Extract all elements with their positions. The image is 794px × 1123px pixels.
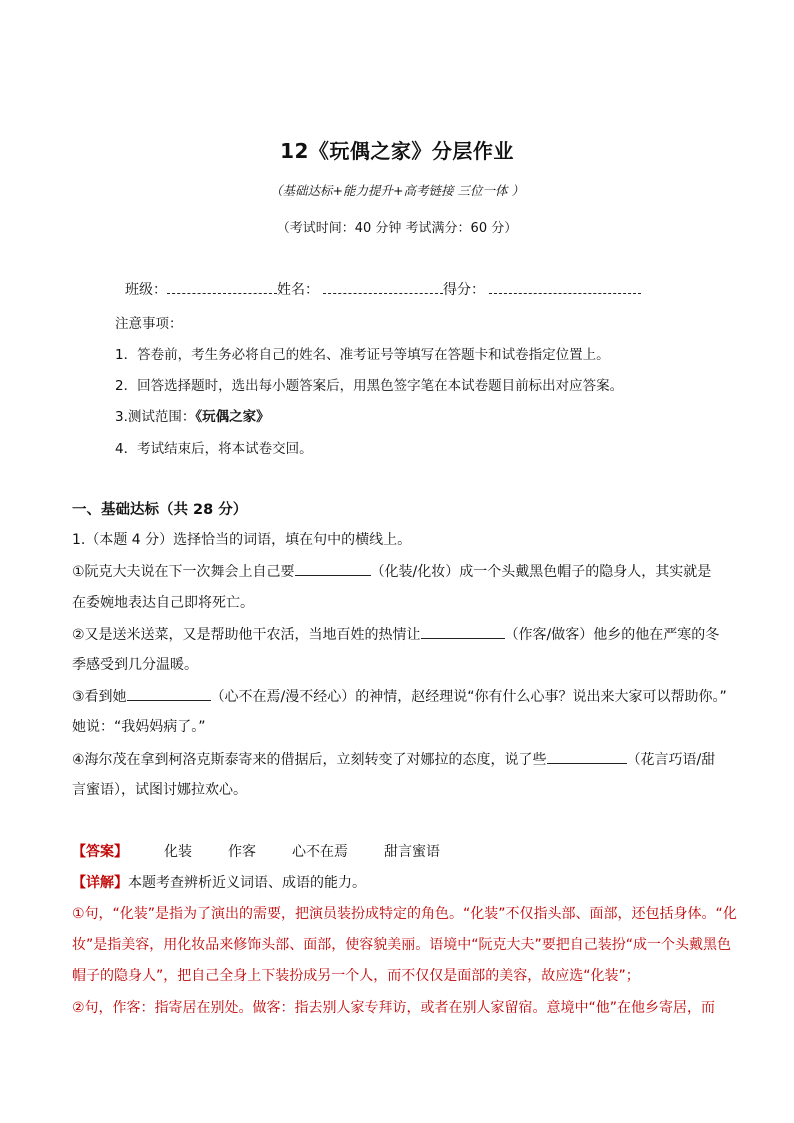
question-item-4-line2: 言蜜语），试图讨娜拉欢心。 bbox=[72, 782, 247, 798]
question-item-2-line2: 季感受到几分温暖。 bbox=[72, 657, 198, 673]
item4-blank[interactable] bbox=[547, 749, 627, 764]
item3-text-a: ③看到她 bbox=[72, 689, 127, 705]
question-stem: 1.（本题 4 分）选择恰当的词语，填在句中的横线上。 bbox=[72, 532, 412, 548]
item2-text-b: （作客/做客）他乡的他在严寒的冬 bbox=[504, 627, 720, 643]
note-item-4: 4．考试结束后，将本试卷交回。 bbox=[115, 441, 313, 457]
answer-item: 心不在焉 bbox=[292, 844, 348, 860]
score-label: 得分： bbox=[443, 282, 485, 298]
note-item-3-label: 3.测试范围： bbox=[115, 409, 196, 425]
explanation-line-2: 妆”是指美容，用化妆品来修饰头部、面部，使容貌美丽。语境中“阮克大夫”要把自己装扮“成一个头戴黑色 bbox=[72, 937, 732, 953]
question-item-2-line1 bbox=[72, 624, 719, 645]
question-item-3-line2: 她说：“我妈妈病了。” bbox=[72, 719, 206, 735]
explanation-line-4: ②句，作客：指寄居在别处。做客：指去别人家专拜访，或者在别人家留宿。意境中“他”在他乡寄居，而 bbox=[72, 1000, 716, 1016]
item1-text-b: （化装/化妆）成一个头戴黑色帽子的隐身人，其实就是 bbox=[370, 564, 712, 580]
class-blank[interactable] bbox=[167, 279, 277, 294]
item1-text-a: ①阮克大夫说在下一次舞会上自己要 bbox=[72, 564, 295, 580]
item4-text-a: ④海尔茂在拿到柯洛克斯泰寄来的借据后，立刻转变了对娜拉的态度，说了些 bbox=[72, 752, 547, 768]
page-subtitle: （基础达标+能力提升+高考链接 三位一体 ） bbox=[270, 183, 524, 198]
answer-item: 作客 bbox=[228, 844, 256, 860]
score-blank[interactable] bbox=[489, 279, 641, 294]
student-info-row bbox=[125, 279, 641, 299]
note-item-3 bbox=[115, 405, 270, 425]
test-scope: 《玩偶之家》 bbox=[195, 409, 270, 425]
answer-label: 【答案】 bbox=[72, 844, 128, 860]
question-item-4-line1 bbox=[72, 749, 715, 770]
explanation-intro: 本题考查辨析近义词语、成语的能力。 bbox=[128, 875, 366, 891]
notes-heading: 注意事项： bbox=[115, 316, 183, 332]
class-label: 班级： bbox=[125, 282, 167, 298]
explanation-line-1: ①句，“化装”是指为了演出的需要，把演员装扮成特定的角色。“化装”不仅指头部、面部，还包括身体。“化 bbox=[72, 906, 737, 922]
explanation-intro-row bbox=[72, 873, 366, 893]
item3-text-b: （心不在焉/漫不经心）的神情，赵经理说“你有什么心事？说出来大家可以帮助你。” bbox=[210, 689, 727, 705]
question-item-1-line2: 在委婉地表达自己即将死亡。 bbox=[72, 595, 254, 611]
item4-text-b: （花言巧语/甜 bbox=[626, 752, 716, 768]
explanation-label: 【详解】 bbox=[72, 875, 128, 891]
answer-row bbox=[72, 842, 476, 862]
item2-blank[interactable] bbox=[421, 624, 505, 639]
question-item-1-line1 bbox=[72, 561, 711, 582]
note-item-2: 2．回答选择题时，选出每小题答案后，用黑色签字笔在本试卷题目前标出对应答案。 bbox=[115, 378, 624, 394]
item3-blank[interactable] bbox=[127, 686, 211, 701]
name-label: 姓名： bbox=[277, 282, 319, 298]
exam-info: （考试时间：40 分钟 考试满分：60 分） bbox=[276, 221, 518, 236]
answer-item: 甜言蜜语 bbox=[384, 844, 440, 860]
question-item-3-line1 bbox=[72, 686, 727, 707]
explanation-line-3: 帽子的隐身人”，把自己全身上下装扮成另一个人，而不仅仅是面部的美容，故应选“化装”； bbox=[72, 968, 640, 984]
page-title: 12《玩偶之家》分层作业 bbox=[280, 139, 514, 163]
note-item-1: 1．答卷前，考生务必将自己的姓名、准考证号等填写在答题卡和试卷指定位置上。 bbox=[115, 347, 610, 363]
item1-blank[interactable] bbox=[295, 561, 371, 576]
item2-text-a: ②又是送米送菜，又是帮助他干农活，当地百姓的热情让 bbox=[72, 627, 421, 643]
answer-item: 化装 bbox=[164, 844, 192, 860]
section-heading: 一、基础达标（共 28 分） bbox=[72, 502, 248, 518]
name-blank[interactable] bbox=[323, 279, 443, 294]
